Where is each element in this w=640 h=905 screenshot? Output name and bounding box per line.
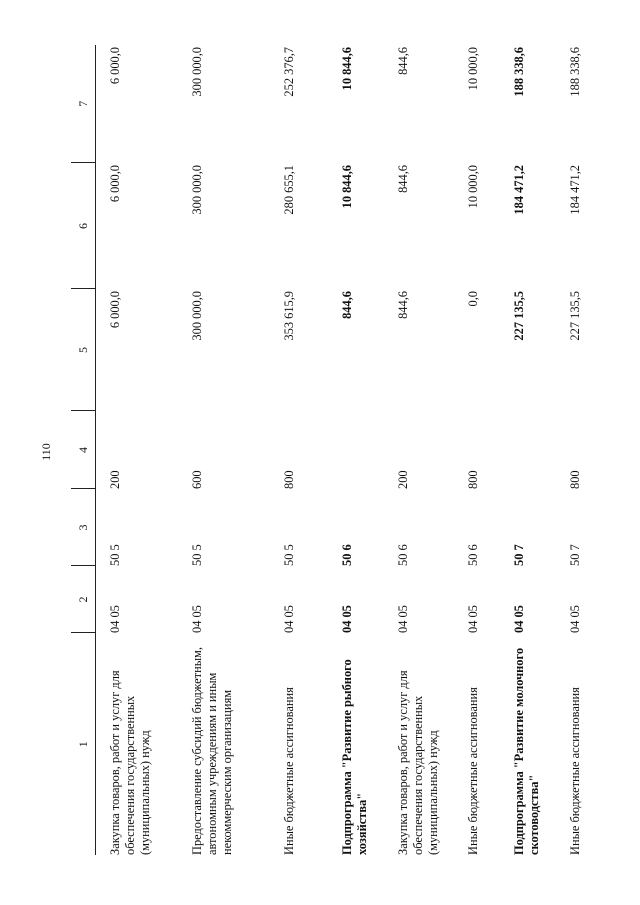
column-header: 6 [71,163,96,289]
row-value-year1-cell: 844,6 [339,291,354,319]
row-value-year2-cell: 280 655,1 [281,165,296,215]
row-value-year2-cell: 10 000,0 [465,165,480,209]
row-type-cell [500,411,556,489]
row-name-cell: Предоставление субсидий бюджетным, автономным учреждениям и иным некоммерческим организациям [189,647,234,855]
row-value-year2-cell: 300 000,0 [189,165,204,215]
column-header: 5 [71,289,96,411]
row-value-year3-cell: 6 000,0 [108,47,122,85]
row-name-cell: Подпрограмма "Развитие рыбного хозяйства" [339,659,369,855]
row-value-year1-cell: 227 135,5 [567,291,582,341]
row-target-cell: 50 6 [395,544,410,566]
row-value-year2-cell: 844,6 [395,165,410,193]
row-value-year1-cell: 844,6 [395,291,410,319]
table-row [96,45,178,855]
row-target-cell: 50 5 [281,544,296,566]
row-section-cell: 04 05 [189,605,204,633]
column-header: 1 [71,633,96,855]
row-type-cell: 800 [281,470,296,489]
row-section-cell: 04 05 [339,605,354,633]
row-value-year1-cell: 227 135,5 [511,291,526,341]
row-type-cell: 800 [465,470,480,489]
row-section-cell: 04 05 [465,605,480,633]
table-row [270,45,328,855]
row-target-cell: 50 7 [567,544,582,566]
table-row [178,45,270,855]
budget-table-container [71,45,582,855]
row-target-cell: 50 5 [189,544,204,566]
table-row [384,45,454,855]
row-name-cell: Иные бюджетные ассигнования [281,687,296,855]
page-number: 110 [39,443,53,461]
column-header: 7 [71,45,96,163]
row-name-cell: Подпрограмма "Развитие молочного скотоводства" [511,647,541,855]
budget-table [71,45,602,855]
row-target-cell: 50 6 [465,544,480,566]
row-value-year2-cell: 10 844,6 [339,165,354,209]
column-header: 3 [71,489,96,566]
row-value-year2-cell: 6 000,0 [108,165,122,203]
row-target-cell: 50 7 [511,544,526,566]
row-target-cell: 50 5 [108,544,122,566]
row-type-cell [328,411,384,489]
table-header-row [71,45,96,855]
row-name-cell: Закупка товаров, работ и услуг для обеспечения государственных (муниципальных) нужд [108,670,152,855]
row-value-year3-cell: 188 338,6 [567,47,582,97]
row-type-cell: 200 [108,470,122,489]
row-section-cell: 04 05 [108,605,122,633]
row-target-cell: 50 6 [339,544,354,566]
row-type-cell: 800 [567,470,582,489]
row-section-cell: 04 05 [281,605,296,633]
row-section-cell: 04 05 [567,605,582,633]
table-row [328,45,384,855]
row-value-year1-cell: 6 000,0 [108,291,122,329]
row-section-cell: 04 05 [395,605,410,633]
row-value-year3-cell: 10 844,6 [339,47,354,91]
row-value-year2-cell: 184 471,2 [511,165,526,215]
row-value-year3-cell: 300 000,0 [189,47,204,97]
row-value-year2-cell: 184 471,2 [567,165,582,215]
row-value-year1-cell: 0,0 [465,291,480,307]
column-header: 2 [71,566,96,633]
row-value-year3-cell: 844,6 [395,47,410,75]
column-header: 4 [71,411,96,489]
row-name-cell: Иные бюджетные ассигнования [567,687,582,855]
table-row [556,45,602,855]
row-name-cell: Иные бюджетные ассигнования [465,687,480,855]
row-value-year3-cell: 188 338,6 [511,47,526,97]
row-type-cell: 600 [189,470,204,489]
row-value-year3-cell: 252 376,7 [281,47,296,97]
table-row [454,45,500,855]
row-section-cell: 04 05 [511,605,526,633]
row-value-year1-cell: 353 615,9 [281,291,296,341]
row-value-year3-cell: 10 000,0 [465,47,480,91]
table-row [500,45,556,855]
row-value-year1-cell: 300 000,0 [189,291,204,341]
row-type-cell: 200 [395,470,410,489]
row-name-cell: Закупка товаров, работ и услуг для обеспечения государственных (муниципальных) нужд [395,670,440,855]
